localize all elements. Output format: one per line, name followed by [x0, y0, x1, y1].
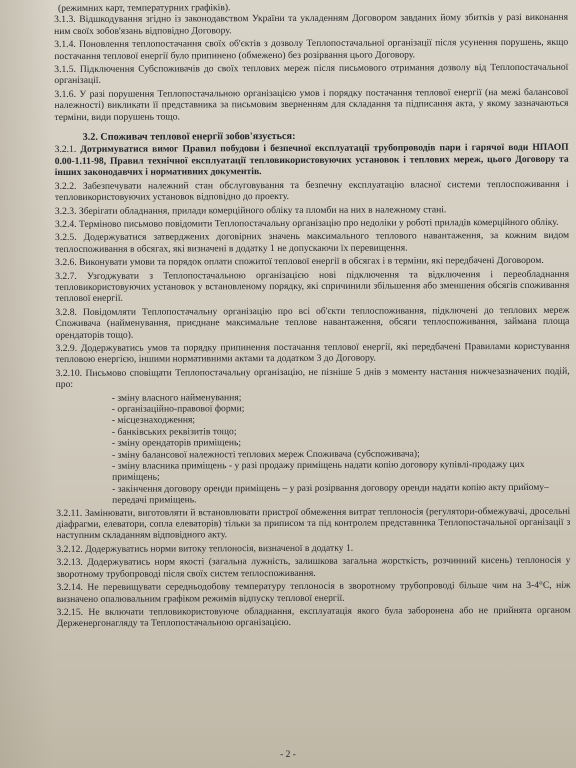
clause-text: Поновлення теплопостачання своїх об'єктів з дозволу Теплопостачальної організації після усунення порушень, якщо постачання теплової енергії було припинено (обмежено) без розірвання цього Договору. [54, 36, 569, 62]
clause-number: 3.2.14. [56, 581, 83, 594]
clause-text: Терміново письмово повідомити Теплопостачальну організацію про недоліки у роботі приладів комерційного обліку. [78, 216, 559, 230]
list-item [112, 459, 570, 484]
notification-list [112, 390, 570, 506]
list-item-text: зміну балансової належності теплових мереж Споживача (субспоживача); [117, 448, 420, 461]
clause-text: Дотримуватися вимог Правил побудови і безпечної експлуатації трубопроводів пари і гарячої води НПАОП 0.00-1.11-98, Правил технічної експлуатації тепловикористовуючих установок і теплових мереж, цього Договору та інших законодавчих і нормативних документів. [54, 142, 569, 179]
clause-number: 3.2.12. [56, 543, 83, 555]
clause-3-2-4 [55, 217, 569, 231]
clause-number: 3.2.15. [56, 606, 84, 618]
clause-3-2-1 [55, 142, 569, 178]
bullet-dash: - [111, 392, 118, 404]
clause-number: 3.2.7. [55, 270, 77, 282]
clause-number: 3.2.6. [55, 257, 77, 269]
clause-3-2-3 [55, 203, 569, 217]
clause-number: 3.1.4. [54, 39, 76, 51]
list-item-text: зміну власного найменування; [117, 391, 242, 404]
clause-3-2-9 [55, 341, 569, 366]
clause-number: 3.2.10. [55, 367, 83, 379]
clause-3-2-14 [57, 580, 571, 605]
list-item [112, 482, 570, 507]
list-item-text: закінчення договору оренди приміщень – у разі розірвання договору оренди надати копію акту прийому–передачі приміщень. [112, 481, 549, 507]
clause-text: Замінювати, виготовляти й встановлювати пристрої обмеження витрат теплоносія (регулятори-обмежувачі, дросельні діафрагми, елеватори, сопла елеваторів) тільки за приписом та під контролем представника Теплопостачальної організації з наступним складанням відповідного акту. [56, 505, 571, 542]
bullet-dash: - [111, 426, 118, 438]
clause-number: 3.2.11. [56, 507, 83, 519]
clause-number: 3.2.1. [54, 144, 77, 156]
clause-3-2-11 [56, 505, 570, 541]
clause-number: 3.2.9. [55, 342, 78, 354]
section-2-items-tail [56, 505, 571, 629]
clause-text: Відшкодування згідно із законодавством України та укладенням Договором завданих йому збитків у разі виконання ним своїх зобов'язань відповідно Договору. [54, 12, 569, 37]
clause-3-2-5 [55, 230, 569, 255]
clause-number: 3.1.5. [54, 63, 76, 76]
list-item-text: організаційно-правової форми; [117, 403, 245, 415]
section-1-items [54, 12, 568, 123]
clause-3-2-15 [57, 605, 571, 630]
list-item-text: зміну орендаторів приміщень; [117, 437, 242, 449]
clause-3-1-6 [54, 87, 568, 123]
clause-3-1-4 [54, 37, 568, 62]
bullet-dash: - [111, 437, 118, 449]
clause-text: Виконувати умови та порядок оплати спожитої теплової енергії в обсягах і в терміни, які передбачені Договором. [79, 254, 544, 269]
clause-number: 3.2.3. [54, 205, 77, 217]
clause-3-2-13 [56, 555, 570, 580]
section-2-title: 3.2. Споживач теплової енергії зобов'язується: [82, 131, 296, 143]
clause-3-2-2 [55, 178, 569, 203]
clause-text: Додержуватись норм якості (загальна лужність, залишкова загальна жорсткість, розчинний кисень) теплоносія у зворотному трубопроводі після своїх систем теплоспоживання. [56, 555, 571, 580]
list-item-text: банківських реквізитів тощо; [117, 426, 237, 438]
bullet-dash: - [112, 483, 118, 495]
clause-text: У разі порушення Теплопостачальною організацією умов і порядку постачання теплової енергії (на межі балансової належності) викликати її представника за письмовим зверненням для складання та підписання акта, у якому зазначаються терміни, види порушень тощо. [54, 86, 569, 123]
clause-number: 3.1.3. [54, 14, 76, 26]
clause-number: 3.1.6. [54, 88, 77, 100]
clause-text: Зберігати обладнання, прилади комерційного обліку та пломби на них в належному стані. [78, 203, 447, 217]
bullet-dash: - [111, 460, 118, 472]
document-page [54, 1, 571, 632]
clause-text: Додержуватись умов та порядку припинення постачання теплової енергії, які передбачені Правилами користування тепловою енергією, іншими нормативними актами та додатком 3 до Договору. [55, 340, 570, 366]
clause-3-2-7 [55, 268, 569, 304]
clause-3-2-12 [56, 542, 570, 556]
clause-text: Узгоджувати з Теплопостачальною організацією нові підключення та відключення і переобладнання тепловикористовуючих установок у встановленому порядку, які спричинили збільшення або зменшення обсягів споживання теплової енергії. [55, 268, 570, 305]
clause-text: Не перевищувати середньодобову температуру теплоносія в зворотному трубопроводі більше чим на 3-4°С, ніж визначено опалювальним графіком режимів відпуску теплової енергії. [56, 579, 571, 605]
clause-number: 3.2.13. [56, 557, 83, 569]
bullet-dash: - [111, 415, 118, 427]
clause-3-2-10 [56, 366, 570, 391]
clause-number: 3.2.2. [54, 180, 77, 192]
clause-3-2-8 [55, 305, 569, 341]
clause-3-2-6 [55, 255, 569, 269]
clause-text: Повідомляти Теплопостачальну організацію про всі об'єкти теплоспоживання, підключені до теплових мереж Споживача (найменування, приєднане максимальне теплове навантаження, обсяги теплоспоживання, займана площа орендаторів тощо). [55, 304, 570, 341]
bullet-dash: - [111, 403, 118, 415]
clause-text: Додержуватися затверджених договірних значень максимального теплового навантаження, за кожним видом теплоспоживання в обсягах, які визначені в додатку 1 не допускаючи їх перевищення. [55, 230, 570, 255]
section-2-items [55, 142, 570, 390]
clause-number: 3.2.8. [55, 306, 77, 318]
clause-text: Підключення Субспоживачів до своїх теплових мереж після письмового отримання дозволу від Теплопостачальної організації. [54, 61, 569, 87]
clause-text: Письмово сповіщати Теплопостачальну організацію, не пізніше 5 днів з моменту настання нижчезазначених подій, про: [55, 365, 570, 391]
clause-number: 3.2.5. [55, 232, 77, 244]
clause-text: Забезпечувати належний стан обслуговування та безпечну експлуатацію власної системи теплоспоживання і тепловикористовуючих установок відповідно до проекту. [54, 178, 569, 204]
list-item-text: місцезнаходження; [117, 414, 196, 427]
list-item-text: зміну власника приміщень - у разі продажу приміщень надати копію договору купівлі-продажу цих приміщень; [112, 458, 525, 484]
clause-text: Додержуватись норми витоку теплоносія, визначеної в додатку 1. [85, 542, 354, 555]
header-fragment: (режимних карт, температурних графіків). [57, 2, 231, 14]
page-number: - 2 - [280, 750, 296, 760]
clause-number: 3.2.4. [54, 218, 77, 230]
clause-3-1-3 [54, 12, 568, 37]
clause-3-1-5 [54, 62, 568, 87]
bullet-dash: - [111, 449, 118, 461]
clause-text: Не включати тепловикористовуюче обладнання, експлуатація якого була заборонена або не прийнята органом Держенергонагляду та Теплопостачальною організацією. [56, 604, 571, 630]
page-edge-shadow [0, 0, 54, 768]
